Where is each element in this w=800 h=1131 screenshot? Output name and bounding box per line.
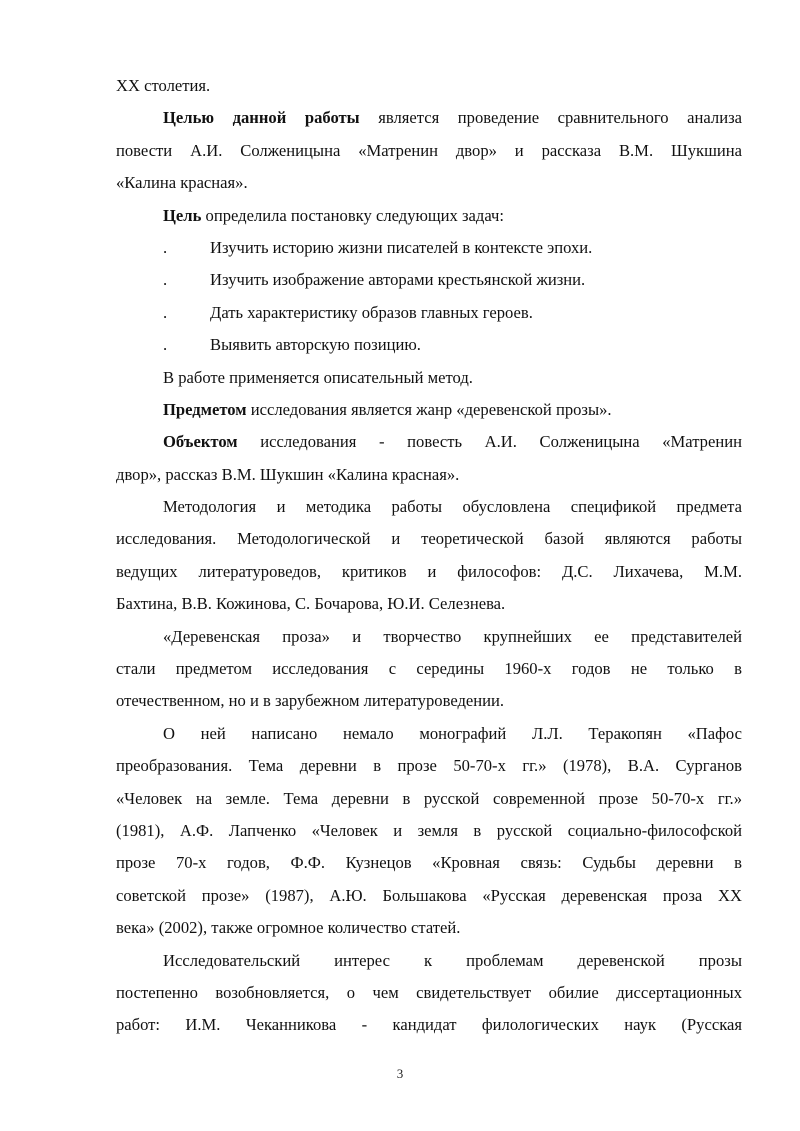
text-line: преобразования. Тема деревни в прозе 50-70-х гг.» (1978), В.А. Сурганов bbox=[116, 756, 742, 776]
text-line: работ: И.М. Чеканникова - кандидат филологических наук (Русская bbox=[116, 1015, 742, 1035]
text-line: «Человек на земле. Тема деревни в русской современной прозе 50-70-х гг.» bbox=[116, 788, 742, 808]
text-line: исследования. Методологической и теоретической базой являются работы bbox=[116, 529, 742, 549]
paragraph-object: Объектом исследования - повесть А.И. Солженицына «Матренин bbox=[163, 432, 742, 452]
text-line: стали предметом исследования с середины 1960-х годов не только в bbox=[116, 659, 742, 679]
list-marker: . bbox=[163, 237, 168, 257]
paragraph-method: В работе применяется описательный метод. bbox=[163, 367, 473, 387]
list-marker: . bbox=[163, 270, 168, 290]
text-line: отечественном, но и в зарубежном литературоведении. bbox=[116, 691, 505, 711]
text-line: «Калина красная». bbox=[116, 173, 248, 193]
paragraph-subject: Предметом исследования является жанр «деревенской прозы». bbox=[163, 399, 612, 419]
body-text bbox=[116, 70, 742, 1042]
text-line: советской прозе» (1987), А.Ю. Большакова «Русская деревенская проза ХХ bbox=[116, 885, 742, 905]
bold-term: Объектом bbox=[163, 432, 238, 452]
list-item: . Дать характеристику образов главных героев. bbox=[116, 297, 742, 329]
text-line: ведущих литературоведов, критиков и философов: Д.С. Лихачева, М.М. bbox=[116, 561, 742, 581]
paragraph-goal: Целью данной работы является проведение сравнительного анализа bbox=[163, 108, 742, 128]
list-marker: . bbox=[163, 335, 168, 355]
list-item: . Выявить авторскую позицию. bbox=[116, 329, 742, 361]
text-line: постепенно возобновляется, о чем свидетельствует обилие диссертационных bbox=[116, 982, 742, 1002]
paragraph-village-prose: «Деревенская проза» и творчество крупнейших ее представителей bbox=[163, 626, 742, 646]
text-line: повести А.И. Солженицына «Матренин двор» и рассказа В.М. Шукшина bbox=[116, 140, 742, 160]
paragraph-monographs: О ней написано немало монографий Л.Л. Теракопян «Пафос bbox=[163, 723, 742, 743]
bold-term: Цель bbox=[163, 205, 202, 225]
bold-term: Целью данной работы bbox=[163, 108, 360, 128]
list-marker: . bbox=[163, 302, 168, 322]
page-number: 3 bbox=[396, 1066, 404, 1081]
text-line: прозе 70-х годов, Ф.Ф. Кузнецов «Кровная связь: Судьбы деревни в bbox=[116, 853, 742, 873]
text-line: (1981), А.Ф. Лапченко «Человек и земля в русской социально-философской bbox=[116, 820, 742, 840]
text-line: Бахтина, В.В. Кожинова, С. Бочарова, Ю.И. Селезнева. bbox=[116, 594, 506, 614]
bold-term: Предметом bbox=[163, 399, 247, 419]
list-item: . Изучить изображение авторами крестьянской жизни. bbox=[116, 264, 742, 296]
paragraph-tasks: Цель определила постановку следующих задач: bbox=[163, 205, 505, 225]
paragraph-methodology: Методология и методика работы обусловлена спецификой предмета bbox=[163, 497, 742, 517]
text-line: двор», рассказ В.М. Шукшин «Калина красная». bbox=[116, 464, 460, 484]
paragraph-research-interest: Исследовательский интерес к проблемам деревенской прозы bbox=[163, 950, 742, 970]
list-item: . Изучить историю жизни писателей в контексте эпохи. bbox=[116, 232, 742, 264]
text-line: века» (2002), также огромное количество статей. bbox=[116, 918, 461, 938]
text-line: ХХ столетия. bbox=[116, 76, 211, 95]
